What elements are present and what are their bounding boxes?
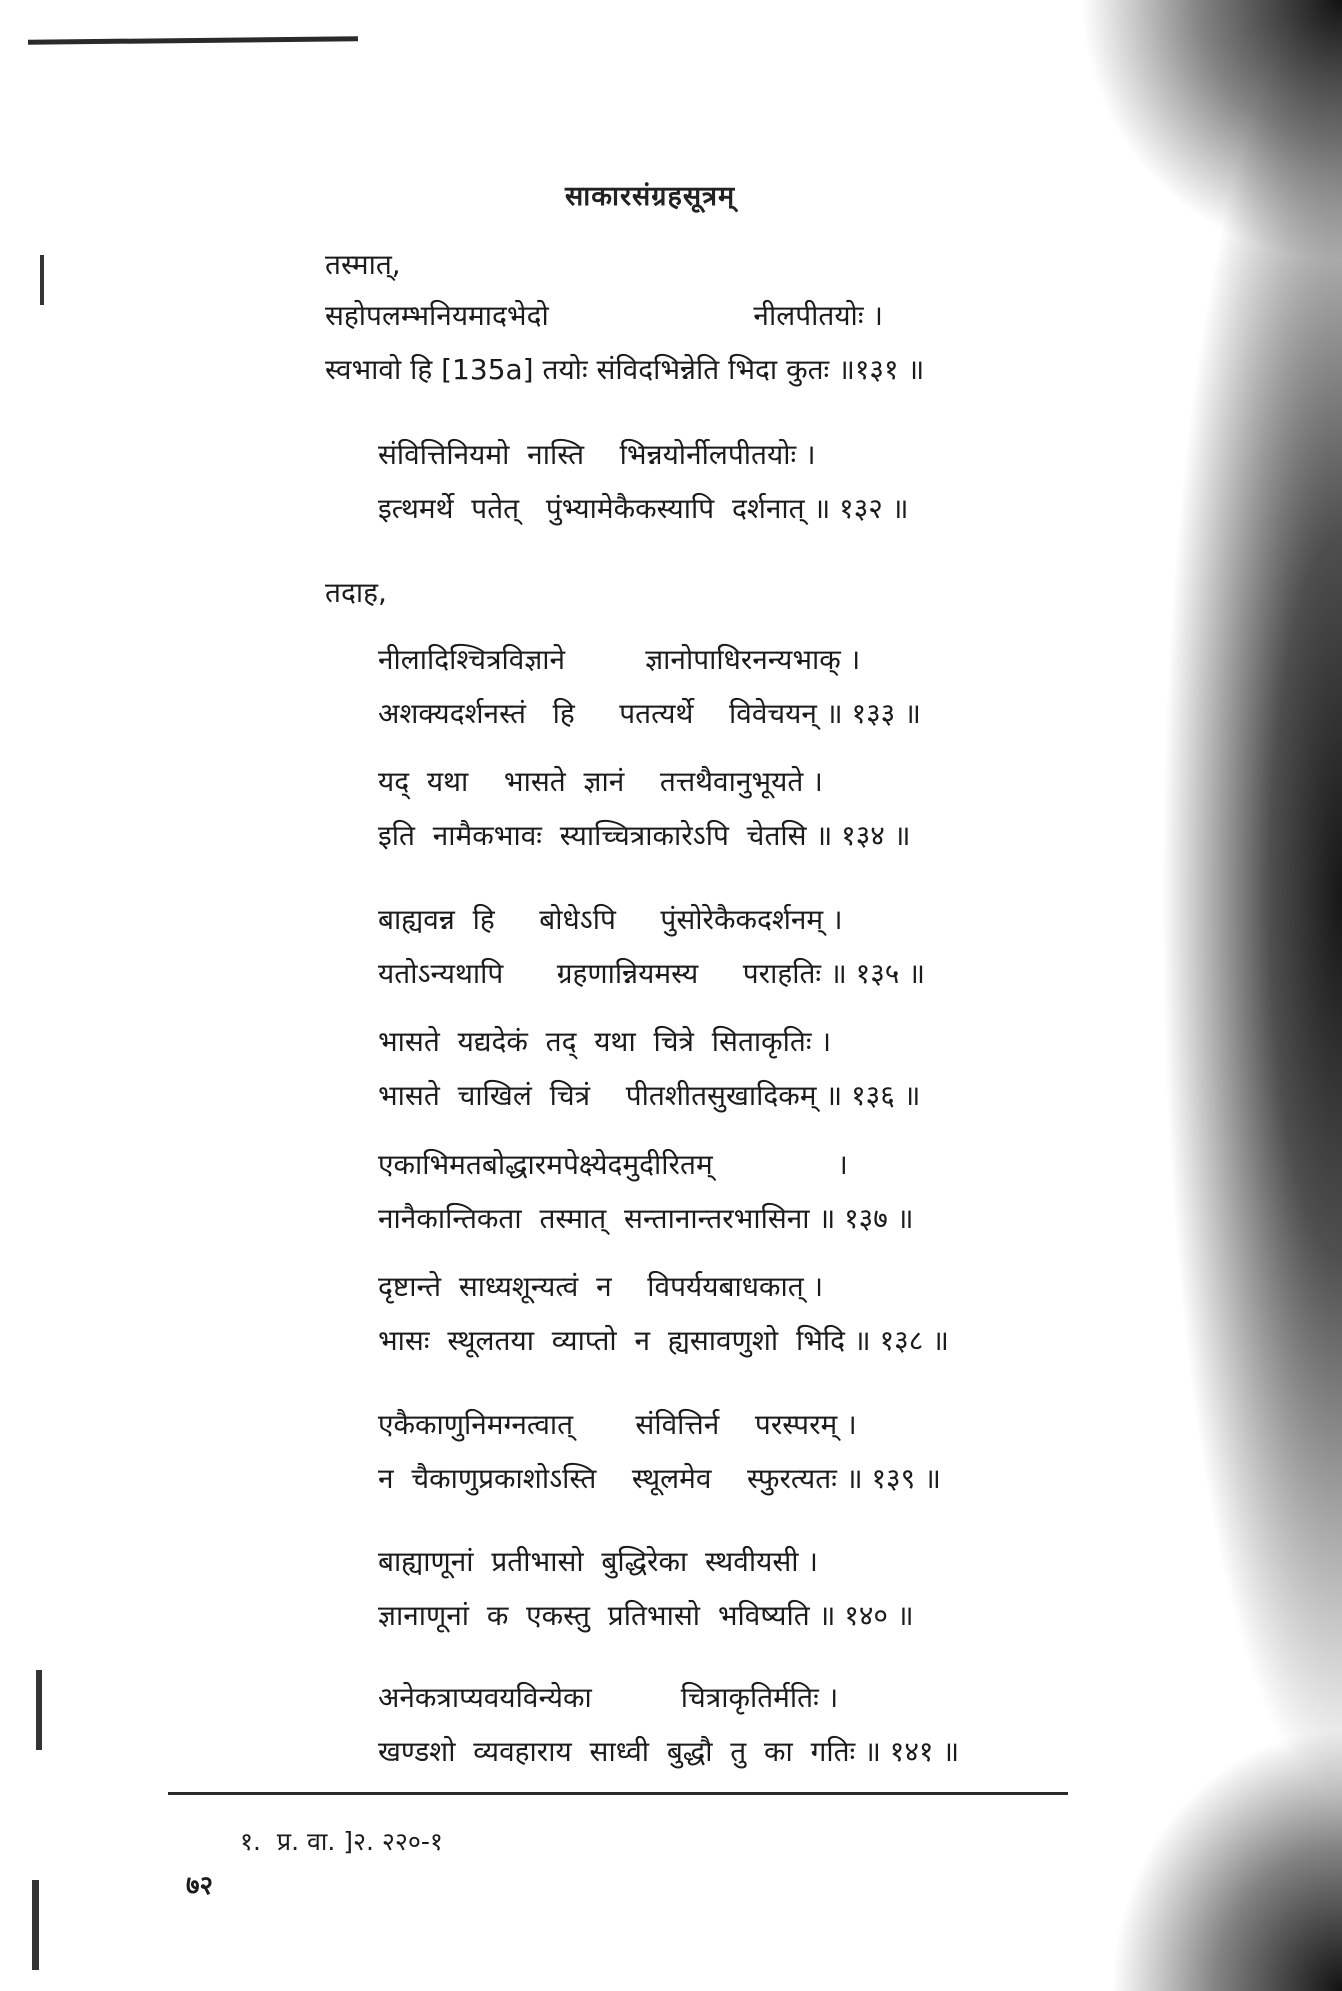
verse-line: एकाभिमतबोद्धारमपेक्ष्येदमुदीरितम् । (378, 1148, 848, 1181)
prose-line: तदाह, (325, 576, 387, 609)
verse-line: नीलादिश्चित्रविज्ञाने ज्ञानोपाधिरनन्यभाक् । (378, 643, 861, 676)
scan-corner-shadow-bottom (1042, 1671, 1342, 1991)
verse-line: नानैकान्तिकता तस्मात् सन्तानान्तरभासिना ॥ १३७ ॥ (378, 1202, 914, 1235)
verse-line: भासते यद्यदेकं तद् यथा चित्रे सिताकृतिः । (378, 1025, 832, 1058)
verse-line: संवित्तिनियमो नास्ति भिन्नयोर्नीलपीतयोः । (378, 438, 816, 471)
left-edge-mark (36, 1670, 42, 1750)
left-edge-mark (40, 255, 44, 305)
verse-line: बाह्याणूनां प्रतीभासो बुद्धिरेका स्थवीयसी । (378, 1545, 819, 1578)
verse-line: भासः स्थूलतया व्याप्तो न ह्यसावणुशो भिदि ॥ १३८ ॥ (378, 1324, 949, 1357)
verse-line: स्वभावो हि [135a] तयोः संविदभिन्नेति भिदा कुतः ॥१३१ ॥ (325, 353, 925, 386)
verse-line: ज्ञानाणूनां क एकस्तु प्रतिभासो भविष्यति ॥ १४० ॥ (378, 1599, 914, 1632)
left-edge-mark (32, 1880, 39, 1970)
verse-line: न चैकाणुप्रकाशोऽस्ति स्थूलमेव स्फुरत्यतः ॥ १३९ ॥ (378, 1462, 941, 1495)
verse-line: अशक्यदर्शनस्तं हि पतत्यर्थे विवेचयन् ॥ १३३ ॥ (378, 697, 921, 730)
top-rule (28, 36, 358, 44)
running-head: साकारसंग्रहसूत्रम् (565, 181, 736, 212)
footnote-rule (168, 1792, 1068, 1795)
verse-line: खण्डशो व्यवहाराय साध्वी बुद्धौ तु का गतिः ॥ १४१ ॥ (378, 1735, 960, 1768)
verse-line: यतोऽन्यथापि ग्रहणान्नियमस्य पराहतिः ॥ १३५ ॥ (378, 957, 925, 990)
verse-line: बाह्यवन्न हि बोधेऽपि पुंसोरेकैकदर्शनम् । (378, 903, 843, 936)
verse-line: इति नामैकभावः स्याच्चित्राकारेऽपि चेतसि ॥ १३४ ॥ (378, 819, 911, 852)
page-number: ७२ (186, 1871, 214, 1901)
scan-edge-shadow (962, 0, 1342, 1991)
verse-line: दृष्टान्ते साध्यशून्यत्वं न विपर्ययबाधकात् । (378, 1270, 824, 1303)
prose-line: तस्मात्, (325, 248, 401, 281)
verse-line: इत्थमर्थे पतेत् पुंभ्यामेकैकस्यापि दर्शनात् ॥ १३२ ॥ (378, 492, 909, 525)
verse-line: यद् यथा भासते ज्ञानं तत्तथैवानुभूयते । (378, 765, 823, 798)
verse-line: एकैकाणुनिमग्नत्वात् संवित्तिर्न परस्परम् । (378, 1408, 857, 1441)
scan-corner-shadow-top (1012, 0, 1342, 330)
verse-line: सहोपलम्भनियमादभेदो नीलपीतयोः । (325, 299, 883, 332)
verse-line: अनेकत्राप्यवयविन्येका चित्राकृतिर्मतिः । (378, 1681, 839, 1714)
verse-line: भासते चाखिलं चित्रं पीतशीतसुखादिकम् ॥ १३६ ॥ (378, 1079, 921, 1112)
footnote: १. प्र. वा. ]२. २२०-१ (240, 1827, 443, 1856)
